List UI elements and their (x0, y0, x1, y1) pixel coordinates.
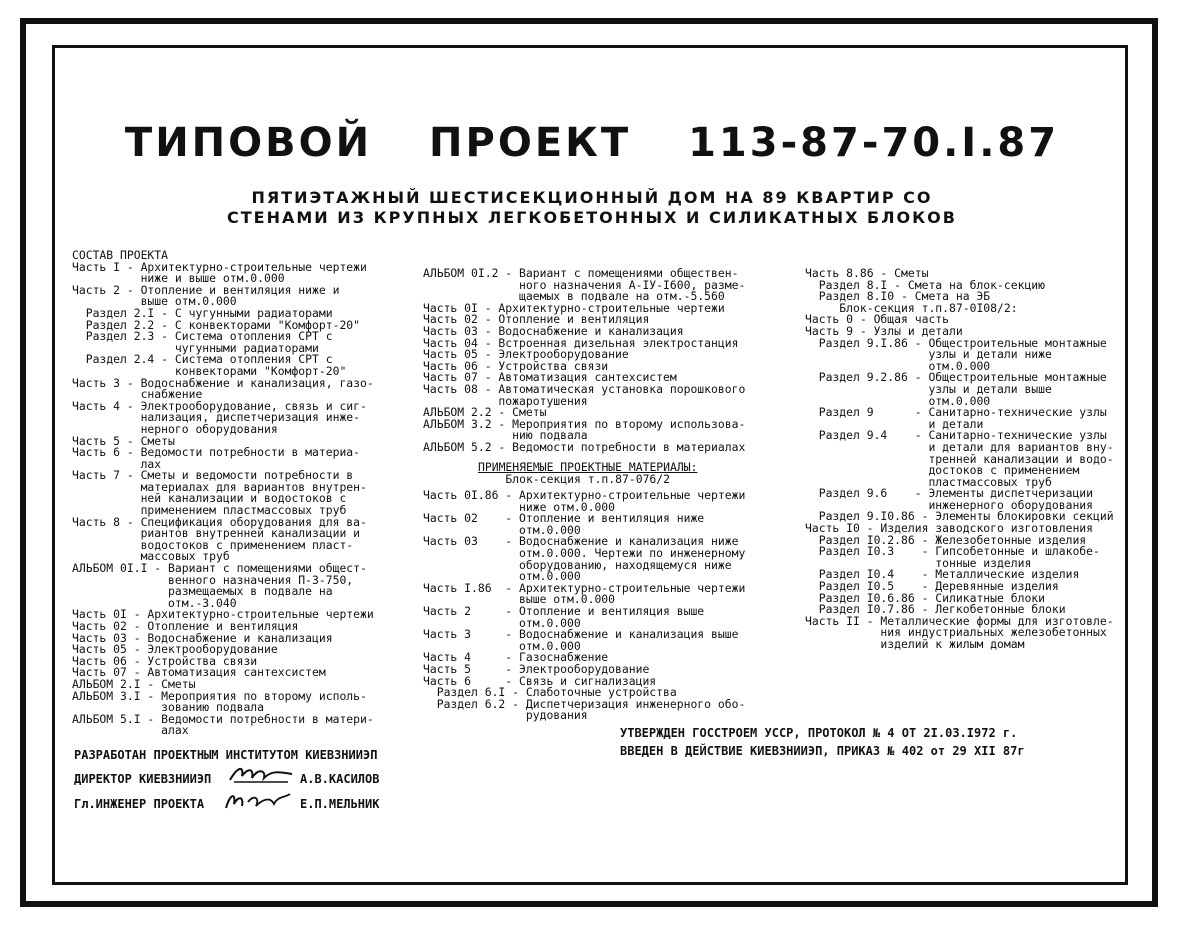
composition-line: конвекторами "Комфорт-20" (72, 363, 347, 378)
composition-line: риантов внутренней канализации и (72, 526, 361, 541)
composition-line: снабжение (72, 387, 203, 402)
composition-line: Часть 3 - Водоснабжение и канализация, газо- (72, 375, 374, 390)
part-line: Раздел 9 - Санитарно-технические узлы (805, 405, 1107, 420)
subtitle-line-1: ПЯТИЭТАЖНЫЙ ШЕСТИСЕКЦИОННЫЙ ДОМ НА 89 КВАРТИР СО (251, 188, 933, 207)
album-line: Часть 0I - Архитектурно-строительные чертежи (423, 300, 725, 315)
applied-materials-heading (478, 462, 697, 485)
composition-line: зованию подвала (72, 700, 265, 715)
composition-line: Раздел 2.4 - Система отопления СРТ с (72, 352, 333, 367)
project-composition-list (72, 250, 374, 737)
composition-line: Часть 8 - Спецификация оборудования для ва- (72, 514, 367, 529)
composition-line: чугунными радиаторами (72, 340, 319, 355)
album-line: АЛЬБОМ 0I.2 - Вариант с помещениями обществен- (423, 266, 739, 280)
composition-line: АЛЬБОМ 0I.I - Вариант с помещениями общест- (72, 561, 367, 576)
composition-line: алах (72, 723, 189, 738)
album-line: ного назначения А-IУ-I600, разме- (423, 277, 746, 292)
composition-line: водостоков с применением пласт- (72, 537, 354, 552)
engineer-signature-icon (222, 786, 292, 814)
album-line: Часть 05 - Электрооборудование (423, 347, 629, 362)
applied-material-line: отм.0.000. Чертежи по инженерному (423, 545, 746, 560)
part-line: пластмассовых труб (805, 474, 1052, 489)
applied-material-line: Часть 0I.86 - Архитектурно-строительные чертежи (423, 488, 746, 502)
composition-line: отм.-3.040 (72, 595, 237, 610)
album-line: АЛЬБОМ 5.2 - Ведомости потребности в материалах (423, 439, 746, 454)
composition-line: Часть 7 - Сметы и ведомости потребности в (72, 468, 354, 483)
applied-materials-list (423, 490, 745, 722)
part-line: Раздел I0.6.86 - Силикатные блоки (805, 590, 1046, 605)
album-line: АЛЬБОМ 3.2 - Мероприятия по второму использова- (423, 416, 746, 431)
applied-material-line: рудования (423, 708, 588, 723)
part-line: Часть 0 - Общая часть (805, 312, 950, 327)
composition-line: массовых труб (72, 549, 230, 564)
part-line: тонные изделия (805, 555, 1032, 570)
composition-line: Часть 6 - Ведомости потребности в материа- (72, 445, 361, 460)
document-title: ТИПОВОЙ ПРОЕКТ 113-87-70.I.87 (124, 120, 1060, 166)
applied-material-line: Часть 2 - Отопление и вентиляция выше (423, 603, 705, 618)
composition-line: Часть 2 - Отопление и вентиляция ниже и (72, 282, 340, 297)
composition-line: выше отм.0.000 (72, 294, 237, 309)
applied-material-line: Часть 6 - Связь и сигнализация (423, 673, 657, 688)
applied-material-line: Часть 03 - Водоснабжение и канализация ниже (423, 534, 739, 549)
album-line: Часть 06 - Устройства связи (423, 358, 609, 373)
part-line: ния индустриальных железобетонных (805, 625, 1107, 640)
composition-line: Часть 0I - Архитектурно-строительные чертежи (72, 607, 374, 622)
composition-line: Часть 05 - Электрооборудование (72, 642, 278, 657)
director-name: А.В.КАСИЛОВ (300, 772, 380, 786)
composition-line: Часть 4 - Электрооборудование, связь и сиг- (72, 398, 367, 413)
applied-material-line: Часть 4 - Газоснабжение (423, 650, 609, 665)
album-line: щаемых в подвале на отм.-5.560 (423, 289, 725, 304)
enactment-line: ВВЕДЕН В ДЕЙСТВИЕ КИЕВЗНИИЭП, ПРИКАЗ № 402 от 29 XII 87г (620, 744, 1025, 758)
applied-material-line: ниже отм.0.000 (423, 499, 616, 514)
subtitle-line-2: СТЕНАМИ ИЗ КРУПНЫХ ЛЕГКОБЕТОННЫХ И СИЛИКАТНЫХ БЛОКОВ (227, 208, 957, 227)
part-line: Раздел 9.6 - Элементы диспетчеризации (805, 486, 1094, 501)
composition-line: ниже и выше отм.0.000 (72, 271, 285, 286)
part-line: отм.0.000 (805, 358, 991, 373)
composition-line: Часть 07 - Автоматизация сантехсистем (72, 665, 326, 680)
part-line: изделий к жилым домам (805, 637, 1025, 651)
album-line: нию подвала (423, 428, 588, 443)
applied-material-line: отм.0.000 (423, 569, 581, 584)
part-line: Раздел I0.5 - Деревянные изделия (805, 579, 1059, 594)
part-line: Блок-секция т.п.87-0I08/2: (805, 300, 1018, 315)
applied-materials-title: ПРИМЕНЯЕМЫЕ ПРОЕКТНЫЕ МАТЕРИАЛЫ: (478, 460, 698, 474)
album-line: Часть 08 - Автоматическая установка порошкового (423, 381, 746, 396)
part-line: и детали (805, 416, 984, 431)
part-line: отм.0.000 (805, 393, 991, 408)
album-line: пожаротушения (423, 393, 588, 408)
composition-line: АЛЬБОМ 5.I - Ведомости потребности в матери- (72, 711, 374, 726)
part-line: Раздел 9.I.86 - Общестроительные монтажные (805, 335, 1107, 350)
part-line: узлы и детали выше (805, 381, 1052, 396)
part-line: Часть 9 - Узлы и детали (805, 323, 963, 338)
part-line: Раздел 9.2.86 - Общестроительные монтажные (805, 370, 1107, 385)
album-line: Часть 04 - Встроенная дизельная электростанция (423, 335, 739, 350)
composition-line: нализация, диспетчеризация инже- (72, 410, 361, 425)
composition-line: Часть 02 - Отопление и вентиляция (72, 619, 299, 633)
director-signature-icon (228, 762, 294, 788)
developer-institute: РАЗРАБОТАН ПРОЕКТНЫМ ИНСТИТУТОМ КИЕВЗНИИЭП (74, 748, 378, 762)
part-line: Раздел 9.4 - Санитарно-технические узлы (805, 428, 1107, 443)
part-line: Раздел 8.I - Смета на блок-секцию (805, 277, 1046, 292)
composition-line: Часть 06 - Устройства связи (72, 653, 258, 668)
right-parts-list (805, 268, 1114, 651)
applied-material-line: Раздел 6.2 - Диспетчеризация инженерного обо- (423, 696, 746, 711)
part-line: Раздел I0.4 - Металлические изделия (805, 567, 1080, 582)
composition-line: АЛЬБОМ 3.I - Мероприятия по второму исполь- (72, 688, 367, 703)
part-line: Раздел I0.7.86 - Легкобетонные блоки (805, 602, 1066, 617)
applied-materials-subtitle: Блок-секция т.п.87-076/2 (505, 471, 671, 486)
applied-material-line: Раздел 6.I - Слаботочные устройства (423, 685, 677, 700)
composition-line: Раздел 2.3 - Система отопления СРТ с (72, 329, 333, 344)
part-line: Раздел 9.I0.86 - Элементы блокировки секций (805, 509, 1114, 524)
album-line: Часть 07 - Автоматизация сантехсистем (423, 370, 677, 385)
composition-line: нерного оборудования (72, 421, 278, 436)
applied-material-line: отм.0.000 (423, 522, 581, 537)
composition-line: Раздел 2.I - С чугунными радиаторами (72, 305, 333, 320)
composition-line: венного назначения П-3-750, (72, 572, 354, 587)
composition-line: Часть 5 - Сметы (72, 433, 175, 448)
part-line: узлы и детали ниже (805, 347, 1052, 362)
part-line: достоков с применением (805, 463, 1080, 478)
composition-line: СОСТАВ ПРОЕКТА (72, 248, 169, 262)
applied-material-line: отм.0.000 (423, 615, 581, 630)
album-line: АЛЬБОМ 2.2 - Сметы (423, 405, 547, 420)
engineer-name: Е.П.МЕЛЬНИК (300, 797, 380, 811)
applied-material-line: оборудованию, находящемуся ниже (423, 557, 732, 572)
applied-material-line: Часть 5 - Электрооборудование (423, 661, 650, 676)
composition-line: Часть I - Архитектурно-строительные чертежи (72, 259, 367, 274)
director-label: ДИРЕКТОР КИЕВЗНИИЭП (74, 772, 212, 786)
album-line: Часть 03 - Водоснабжение и канализация (423, 323, 684, 338)
album-line: Часть 02 - Отопление и вентиляция (423, 312, 650, 327)
composition-line: Часть 03 - Водоснабжение и канализация (72, 630, 333, 645)
composition-line: ней канализации и водостоков с (72, 491, 347, 506)
composition-line: АЛЬБОМ 2.I - Сметы (72, 676, 196, 691)
part-line: Часть 8.86 - Сметы (805, 266, 929, 280)
part-line: Часть I0 - Изделия заводского изготовления (805, 521, 1094, 536)
applied-material-line: выше отм.0.000 (423, 592, 616, 607)
approval-line: УТВЕРЖДЕН ГОССТРОЕМ УССР, ПРОТОКОЛ № 4 ОТ 2I.03.I972 г. (620, 726, 1018, 740)
part-line: инженерного оборудования (805, 497, 1094, 512)
composition-line: применением пластмассовых труб (72, 503, 347, 518)
part-line: Раздел I0.2.86 - Железобетонные изделия (805, 532, 1087, 547)
applied-material-line: Часть 3 - Водоснабжение и канализация выше (423, 627, 739, 642)
part-line: и детали для вариантов вну- (805, 439, 1114, 454)
part-line: Раздел I0.3 - Гипсобетонные и шлакобе- (805, 544, 1100, 559)
part-line: Часть II - Металлические формы для изготовле- (805, 613, 1114, 628)
composition-line: лах (72, 456, 162, 471)
album-list (423, 268, 745, 454)
part-line: Раздел 8.I0 - Смета на ЭБ (805, 289, 991, 304)
applied-material-line: Часть 02 - Отопление и вентиляция ниже (423, 511, 705, 526)
engineer-label: Гл.ИНЖЕНЕР ПРОЕКТА (74, 797, 205, 811)
applied-material-line: Часть I.86 - Архитектурно-строительные чертежи (423, 580, 746, 595)
composition-line: Раздел 2.2 - С конвекторами "Комфорт-20" (72, 317, 361, 332)
part-line: тренней канализации и водо- (805, 451, 1114, 466)
composition-line: размещаемых в подвале на (72, 584, 333, 599)
applied-material-line: отм.0.000 (423, 638, 581, 653)
composition-line: материалах для вариантов внутрен- (72, 479, 367, 494)
